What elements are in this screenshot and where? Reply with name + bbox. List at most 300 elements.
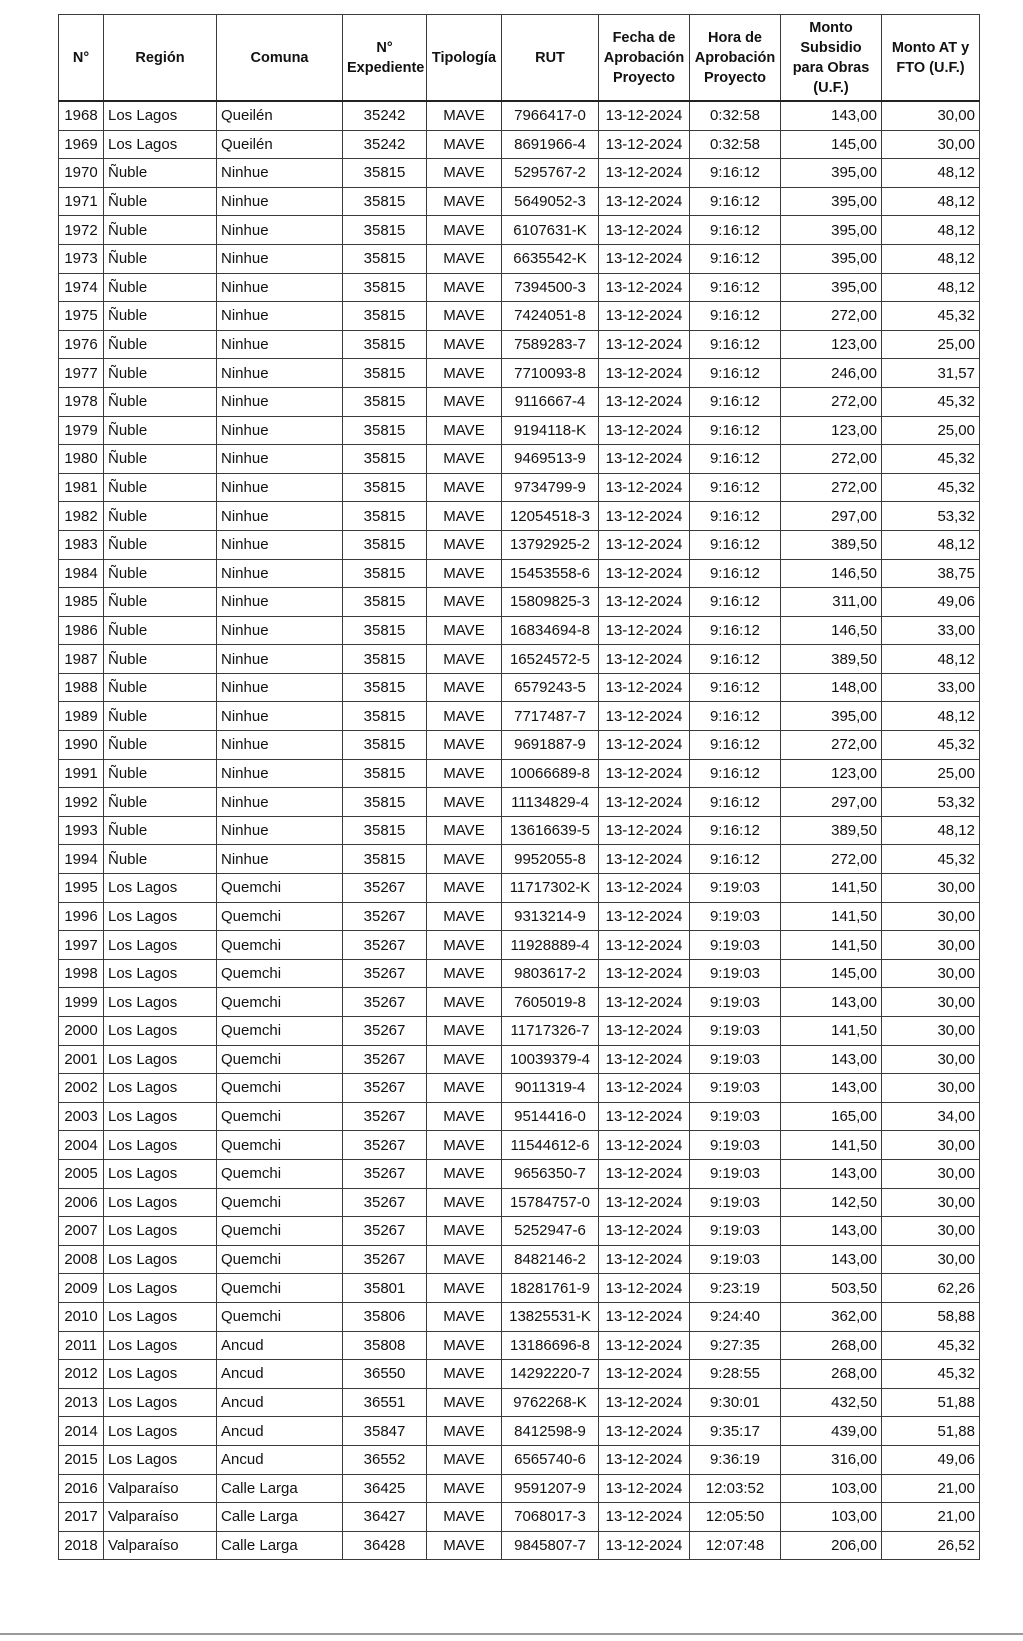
cell-monto-obras: 389,50 — [781, 530, 882, 559]
cell-monto-obras: 103,00 — [781, 1503, 882, 1532]
cell-rut: 13186696-8 — [502, 1331, 599, 1360]
cell-rut: 8412598-9 — [502, 1417, 599, 1446]
cell-monto-at: 53,32 — [882, 788, 980, 817]
cell-hora: 9:16:12 — [690, 788, 781, 817]
cell-monto-obras: 165,00 — [781, 1102, 882, 1131]
cell-tipologia: MAVE — [427, 616, 502, 645]
cell-comuna: Ninhue — [217, 702, 343, 731]
table-row — [59, 559, 980, 588]
table-row — [59, 359, 980, 388]
cell-number: 1970 — [59, 159, 104, 188]
cell-number: 1982 — [59, 502, 104, 531]
cell-expediente: 35267 — [343, 1045, 427, 1074]
cell-monto-at: 58,88 — [882, 1302, 980, 1331]
cell-number: 2011 — [59, 1331, 104, 1360]
cell-region: Ñuble — [104, 788, 217, 817]
cell-hora: 9:24:40 — [690, 1302, 781, 1331]
cell-number: 2008 — [59, 1245, 104, 1274]
cell-expediente: 35815 — [343, 530, 427, 559]
cell-tipologia: MAVE — [427, 330, 502, 359]
table-row — [59, 1159, 980, 1188]
cell-hora: 9:19:03 — [690, 1159, 781, 1188]
cell-tipologia: MAVE — [427, 130, 502, 159]
cell-number: 2015 — [59, 1445, 104, 1474]
table-row — [59, 874, 980, 903]
cell-comuna: Quemchi — [217, 959, 343, 988]
cell-region: Los Lagos — [104, 1045, 217, 1074]
cell-expediente: 35267 — [343, 1074, 427, 1103]
cell-rut: 6635542-K — [502, 244, 599, 273]
table-row — [59, 902, 980, 931]
cell-rut: 7710093-8 — [502, 359, 599, 388]
cell-comuna: Ninhue — [217, 216, 343, 245]
cell-fecha: 13-12-2024 — [599, 159, 690, 188]
cell-comuna: Ninhue — [217, 273, 343, 302]
cell-expediente: 35242 — [343, 130, 427, 159]
header-col-region: Región — [104, 15, 217, 102]
cell-monto-obras: 268,00 — [781, 1360, 882, 1389]
cell-monto-obras: 143,00 — [781, 988, 882, 1017]
cell-comuna: Quemchi — [217, 1017, 343, 1046]
cell-monto-obras: 103,00 — [781, 1474, 882, 1503]
cell-number: 2004 — [59, 1131, 104, 1160]
cell-monto-at: 48,12 — [882, 159, 980, 188]
cell-hora: 9:19:03 — [690, 874, 781, 903]
cell-comuna: Quemchi — [217, 1131, 343, 1160]
cell-monto-at: 45,32 — [882, 473, 980, 502]
cell-fecha: 13-12-2024 — [599, 216, 690, 245]
cell-number: 1991 — [59, 759, 104, 788]
cell-fecha: 13-12-2024 — [599, 902, 690, 931]
cell-number: 2002 — [59, 1074, 104, 1103]
cell-hora: 9:35:17 — [690, 1417, 781, 1446]
cell-expediente: 36552 — [343, 1445, 427, 1474]
cell-expediente: 35815 — [343, 445, 427, 474]
cell-tipologia: MAVE — [427, 1045, 502, 1074]
cell-monto-at: 38,75 — [882, 559, 980, 588]
cell-monto-at: 45,32 — [882, 1360, 980, 1389]
cell-comuna: Calle Larga — [217, 1503, 343, 1532]
cell-tipologia: MAVE — [427, 1417, 502, 1446]
cell-comuna: Ancud — [217, 1331, 343, 1360]
cell-comuna: Ninhue — [217, 616, 343, 645]
cell-fecha: 13-12-2024 — [599, 731, 690, 760]
table-body — [59, 101, 980, 1560]
cell-comuna: Quemchi — [217, 1302, 343, 1331]
cell-tipologia: MAVE — [427, 959, 502, 988]
cell-monto-at: 45,32 — [882, 731, 980, 760]
table-row — [59, 1445, 980, 1474]
cell-tipologia: MAVE — [427, 1131, 502, 1160]
cell-hora: 9:16:12 — [690, 845, 781, 874]
cell-hora: 9:36:19 — [690, 1445, 781, 1474]
cell-tipologia: MAVE — [427, 416, 502, 445]
cell-monto-at: 48,12 — [882, 187, 980, 216]
table-row — [59, 788, 980, 817]
cell-number: 1989 — [59, 702, 104, 731]
cell-region: Los Lagos — [104, 130, 217, 159]
cell-hora: 9:16:12 — [690, 645, 781, 674]
cell-region: Ñuble — [104, 416, 217, 445]
cell-monto-at: 45,32 — [882, 1331, 980, 1360]
table-row — [59, 1102, 980, 1131]
cell-fecha: 13-12-2024 — [599, 588, 690, 617]
cell-expediente: 35267 — [343, 1017, 427, 1046]
cell-rut: 7605019-8 — [502, 988, 599, 1017]
table-row — [59, 473, 980, 502]
header-col-fecha: Fecha de Aprobación Proyecto — [599, 15, 690, 102]
cell-monto-obras: 143,00 — [781, 1159, 882, 1188]
cell-rut: 7424051-8 — [502, 302, 599, 331]
cell-monto-at: 25,00 — [882, 416, 980, 445]
cell-rut: 15809825-3 — [502, 588, 599, 617]
cell-expediente: 35815 — [343, 759, 427, 788]
cell-tipologia: MAVE — [427, 1102, 502, 1131]
table-row — [59, 588, 980, 617]
cell-number: 1996 — [59, 902, 104, 931]
cell-monto-at: 30,00 — [882, 130, 980, 159]
cell-region: Los Lagos — [104, 1388, 217, 1417]
cell-monto-obras: 146,50 — [781, 616, 882, 645]
cell-monto-at: 30,00 — [882, 101, 980, 130]
cell-fecha: 13-12-2024 — [599, 1017, 690, 1046]
cell-monto-at: 34,00 — [882, 1102, 980, 1131]
cell-region: Los Lagos — [104, 1445, 217, 1474]
cell-monto-obras: 395,00 — [781, 273, 882, 302]
cell-expediente: 35815 — [343, 673, 427, 702]
cell-rut: 14292220-7 — [502, 1360, 599, 1389]
cell-monto-at: 25,00 — [882, 759, 980, 788]
cell-rut: 9762268-K — [502, 1388, 599, 1417]
cell-rut: 18281761-9 — [502, 1274, 599, 1303]
cell-monto-at: 30,00 — [882, 902, 980, 931]
subsidy-table — [58, 14, 980, 1560]
cell-hora: 9:27:35 — [690, 1331, 781, 1360]
cell-monto-obras: 395,00 — [781, 244, 882, 273]
cell-expediente: 35267 — [343, 1245, 427, 1274]
table-row — [59, 1274, 980, 1303]
cell-monto-at: 30,00 — [882, 1188, 980, 1217]
cell-comuna: Ninhue — [217, 645, 343, 674]
cell-monto-obras: 311,00 — [781, 588, 882, 617]
cell-fecha: 13-12-2024 — [599, 416, 690, 445]
header-col-monto-at: Monto AT y FTO (U.F.) — [882, 15, 980, 102]
cell-number: 1971 — [59, 187, 104, 216]
cell-monto-obras: 143,00 — [781, 1074, 882, 1103]
cell-monto-obras: 395,00 — [781, 187, 882, 216]
cell-number: 1999 — [59, 988, 104, 1017]
cell-monto-obras: 272,00 — [781, 302, 882, 331]
cell-monto-at: 30,00 — [882, 959, 980, 988]
cell-fecha: 13-12-2024 — [599, 1445, 690, 1474]
cell-monto-at: 51,88 — [882, 1417, 980, 1446]
cell-tipologia: MAVE — [427, 1245, 502, 1274]
cell-expediente: 36428 — [343, 1531, 427, 1560]
cell-monto-at: 45,32 — [882, 302, 980, 331]
cell-monto-at: 48,12 — [882, 530, 980, 559]
cell-comuna: Ninhue — [217, 530, 343, 559]
cell-rut: 5649052-3 — [502, 187, 599, 216]
cell-hora: 9:19:03 — [690, 1245, 781, 1274]
cell-expediente: 35815 — [343, 845, 427, 874]
table-row — [59, 673, 980, 702]
cell-hora: 9:16:12 — [690, 673, 781, 702]
cell-rut: 9734799-9 — [502, 473, 599, 502]
cell-monto-obras: 439,00 — [781, 1417, 882, 1446]
cell-hora: 9:16:12 — [690, 588, 781, 617]
cell-fecha: 13-12-2024 — [599, 302, 690, 331]
cell-fecha: 13-12-2024 — [599, 988, 690, 1017]
cell-monto-at: 30,00 — [882, 1017, 980, 1046]
cell-region: Los Lagos — [104, 1159, 217, 1188]
cell-tipologia: MAVE — [427, 502, 502, 531]
cell-monto-at: 30,00 — [882, 1074, 980, 1103]
cell-region: Ñuble — [104, 187, 217, 216]
cell-hora: 9:16:12 — [690, 244, 781, 273]
cell-hora: 9:16:12 — [690, 216, 781, 245]
cell-region: Los Lagos — [104, 1131, 217, 1160]
cell-monto-obras: 389,50 — [781, 816, 882, 845]
cell-hora: 9:19:03 — [690, 1045, 781, 1074]
cell-hora: 9:19:03 — [690, 959, 781, 988]
table-row — [59, 845, 980, 874]
cell-hora: 9:16:12 — [690, 445, 781, 474]
cell-monto-at: 30,00 — [882, 988, 980, 1017]
cell-fecha: 13-12-2024 — [599, 1131, 690, 1160]
cell-monto-at: 53,32 — [882, 502, 980, 531]
cell-fecha: 13-12-2024 — [599, 244, 690, 273]
cell-tipologia: MAVE — [427, 159, 502, 188]
cell-monto-at: 45,32 — [882, 845, 980, 874]
cell-monto-obras: 148,00 — [781, 673, 882, 702]
cell-monto-obras: 143,00 — [781, 1045, 882, 1074]
header-col-number: N° — [59, 15, 104, 102]
cell-region: Los Lagos — [104, 1417, 217, 1446]
cell-expediente: 35815 — [343, 788, 427, 817]
cell-rut: 6565740-6 — [502, 1445, 599, 1474]
cell-comuna: Quemchi — [217, 874, 343, 903]
cell-hora: 9:16:12 — [690, 387, 781, 416]
cell-fecha: 13-12-2024 — [599, 1274, 690, 1303]
cell-hora: 9:16:12 — [690, 731, 781, 760]
cell-tipologia: MAVE — [427, 1531, 502, 1560]
cell-comuna: Ninhue — [217, 673, 343, 702]
cell-number: 2014 — [59, 1417, 104, 1446]
table-row — [59, 1217, 980, 1246]
cell-number: 1997 — [59, 931, 104, 960]
cell-expediente: 35815 — [343, 387, 427, 416]
cell-number: 2012 — [59, 1360, 104, 1389]
cell-region: Los Lagos — [104, 1302, 217, 1331]
cell-comuna: Ninhue — [217, 788, 343, 817]
cell-tipologia: MAVE — [427, 788, 502, 817]
cell-hora: 9:28:55 — [690, 1360, 781, 1389]
cell-fecha: 13-12-2024 — [599, 1045, 690, 1074]
header-col-tipologia: Tipología — [427, 15, 502, 102]
cell-comuna: Quemchi — [217, 988, 343, 1017]
cell-tipologia: MAVE — [427, 759, 502, 788]
cell-expediente: 35815 — [343, 473, 427, 502]
cell-monto-obras: 272,00 — [781, 473, 882, 502]
cell-tipologia: MAVE — [427, 645, 502, 674]
cell-fecha: 13-12-2024 — [599, 1188, 690, 1217]
cell-region: Ñuble — [104, 559, 217, 588]
cell-monto-at: 48,12 — [882, 216, 980, 245]
cell-monto-obras: 395,00 — [781, 702, 882, 731]
cell-rut: 9591207-9 — [502, 1474, 599, 1503]
cell-expediente: 35815 — [343, 330, 427, 359]
cell-hora: 9:23:19 — [690, 1274, 781, 1303]
cell-monto-obras: 503,50 — [781, 1274, 882, 1303]
cell-fecha: 13-12-2024 — [599, 359, 690, 388]
cell-rut: 9656350-7 — [502, 1159, 599, 1188]
cell-rut: 10066689-8 — [502, 759, 599, 788]
cell-number: 1987 — [59, 645, 104, 674]
cell-number: 1998 — [59, 959, 104, 988]
cell-rut: 7717487-7 — [502, 702, 599, 731]
cell-fecha: 13-12-2024 — [599, 931, 690, 960]
cell-monto-at: 49,06 — [882, 1445, 980, 1474]
cell-region: Ñuble — [104, 673, 217, 702]
cell-comuna: Ninhue — [217, 816, 343, 845]
page-footer-rule — [0, 1633, 1023, 1635]
cell-fecha: 13-12-2024 — [599, 1302, 690, 1331]
cell-monto-at: 49,06 — [882, 588, 980, 617]
cell-fecha: 13-12-2024 — [599, 445, 690, 474]
cell-monto-obras: 395,00 — [781, 159, 882, 188]
cell-hora: 9:19:03 — [690, 1074, 781, 1103]
cell-comuna: Queilén — [217, 130, 343, 159]
cell-monto-obras: 141,50 — [781, 902, 882, 931]
cell-expediente: 35267 — [343, 1131, 427, 1160]
cell-comuna: Ninhue — [217, 387, 343, 416]
cell-tipologia: MAVE — [427, 244, 502, 273]
table-row — [59, 387, 980, 416]
cell-fecha: 13-12-2024 — [599, 130, 690, 159]
cell-region: Ñuble — [104, 159, 217, 188]
cell-expediente: 35815 — [343, 187, 427, 216]
cell-region: Ñuble — [104, 845, 217, 874]
cell-region: Ñuble — [104, 445, 217, 474]
cell-number: 1993 — [59, 816, 104, 845]
cell-fecha: 13-12-2024 — [599, 1331, 690, 1360]
cell-number: 2003 — [59, 1102, 104, 1131]
cell-number: 1978 — [59, 387, 104, 416]
cell-region: Ñuble — [104, 387, 217, 416]
table-row — [59, 502, 980, 531]
cell-rut: 9011319-4 — [502, 1074, 599, 1103]
cell-tipologia: MAVE — [427, 1217, 502, 1246]
cell-rut: 11717326-7 — [502, 1017, 599, 1046]
cell-fecha: 13-12-2024 — [599, 1531, 690, 1560]
cell-tipologia: MAVE — [427, 673, 502, 702]
cell-number: 2018 — [59, 1531, 104, 1560]
table-row — [59, 216, 980, 245]
cell-region: Ñuble — [104, 759, 217, 788]
cell-hora: 0:32:58 — [690, 130, 781, 159]
cell-tipologia: MAVE — [427, 302, 502, 331]
cell-number: 1992 — [59, 788, 104, 817]
cell-number: 2013 — [59, 1388, 104, 1417]
cell-tipologia: MAVE — [427, 473, 502, 502]
cell-rut: 8482146-2 — [502, 1245, 599, 1274]
table-row — [59, 759, 980, 788]
cell-hora: 9:16:12 — [690, 473, 781, 502]
table-row — [59, 988, 980, 1017]
cell-comuna: Quemchi — [217, 1245, 343, 1274]
cell-number: 2005 — [59, 1159, 104, 1188]
cell-comuna: Ninhue — [217, 244, 343, 273]
cell-number: 1981 — [59, 473, 104, 502]
cell-hora: 9:16:12 — [690, 816, 781, 845]
cell-monto-at: 48,12 — [882, 816, 980, 845]
cell-comuna: Ancud — [217, 1417, 343, 1446]
table-row — [59, 302, 980, 331]
cell-region: Ñuble — [104, 588, 217, 617]
cell-hora: 12:03:52 — [690, 1474, 781, 1503]
cell-rut: 9691887-9 — [502, 731, 599, 760]
cell-number: 2006 — [59, 1188, 104, 1217]
cell-number: 1975 — [59, 302, 104, 331]
cell-rut: 9194118-K — [502, 416, 599, 445]
cell-region: Valparaíso — [104, 1531, 217, 1560]
cell-rut: 13792925-2 — [502, 530, 599, 559]
cell-rut: 15453558-6 — [502, 559, 599, 588]
cell-expediente: 36550 — [343, 1360, 427, 1389]
cell-tipologia: MAVE — [427, 931, 502, 960]
cell-region: Los Lagos — [104, 931, 217, 960]
cell-region: Ñuble — [104, 330, 217, 359]
cell-tipologia: MAVE — [427, 988, 502, 1017]
cell-rut: 9116667-4 — [502, 387, 599, 416]
cell-tipologia: MAVE — [427, 1302, 502, 1331]
cell-expediente: 35267 — [343, 902, 427, 931]
cell-number: 1977 — [59, 359, 104, 388]
cell-expediente: 35801 — [343, 1274, 427, 1303]
table-row — [59, 1474, 980, 1503]
cell-fecha: 13-12-2024 — [599, 1417, 690, 1446]
cell-monto-at: 30,00 — [882, 1045, 980, 1074]
cell-monto-obras: 141,50 — [781, 931, 882, 960]
cell-tipologia: MAVE — [427, 1503, 502, 1532]
header-col-rut: RUT — [502, 15, 599, 102]
cell-monto-at: 21,00 — [882, 1474, 980, 1503]
cell-expediente: 35815 — [343, 702, 427, 731]
table-row — [59, 1074, 980, 1103]
table-row — [59, 1188, 980, 1217]
cell-number: 1984 — [59, 559, 104, 588]
table-row — [59, 816, 980, 845]
cell-expediente: 35815 — [343, 645, 427, 674]
cell-hora: 9:30:01 — [690, 1388, 781, 1417]
table-row — [59, 101, 980, 130]
cell-region: Los Lagos — [104, 1217, 217, 1246]
table-row — [59, 187, 980, 216]
cell-tipologia: MAVE — [427, 1017, 502, 1046]
cell-tipologia: MAVE — [427, 1331, 502, 1360]
cell-expediente: 35815 — [343, 302, 427, 331]
cell-fecha: 13-12-2024 — [599, 559, 690, 588]
cell-comuna: Ninhue — [217, 416, 343, 445]
cell-tipologia: MAVE — [427, 387, 502, 416]
table-row — [59, 1331, 980, 1360]
cell-comuna: Quemchi — [217, 1188, 343, 1217]
cell-tipologia: MAVE — [427, 530, 502, 559]
cell-hora: 9:19:03 — [690, 1217, 781, 1246]
cell-tipologia: MAVE — [427, 559, 502, 588]
cell-monto-at: 30,00 — [882, 874, 980, 903]
cell-fecha: 13-12-2024 — [599, 788, 690, 817]
